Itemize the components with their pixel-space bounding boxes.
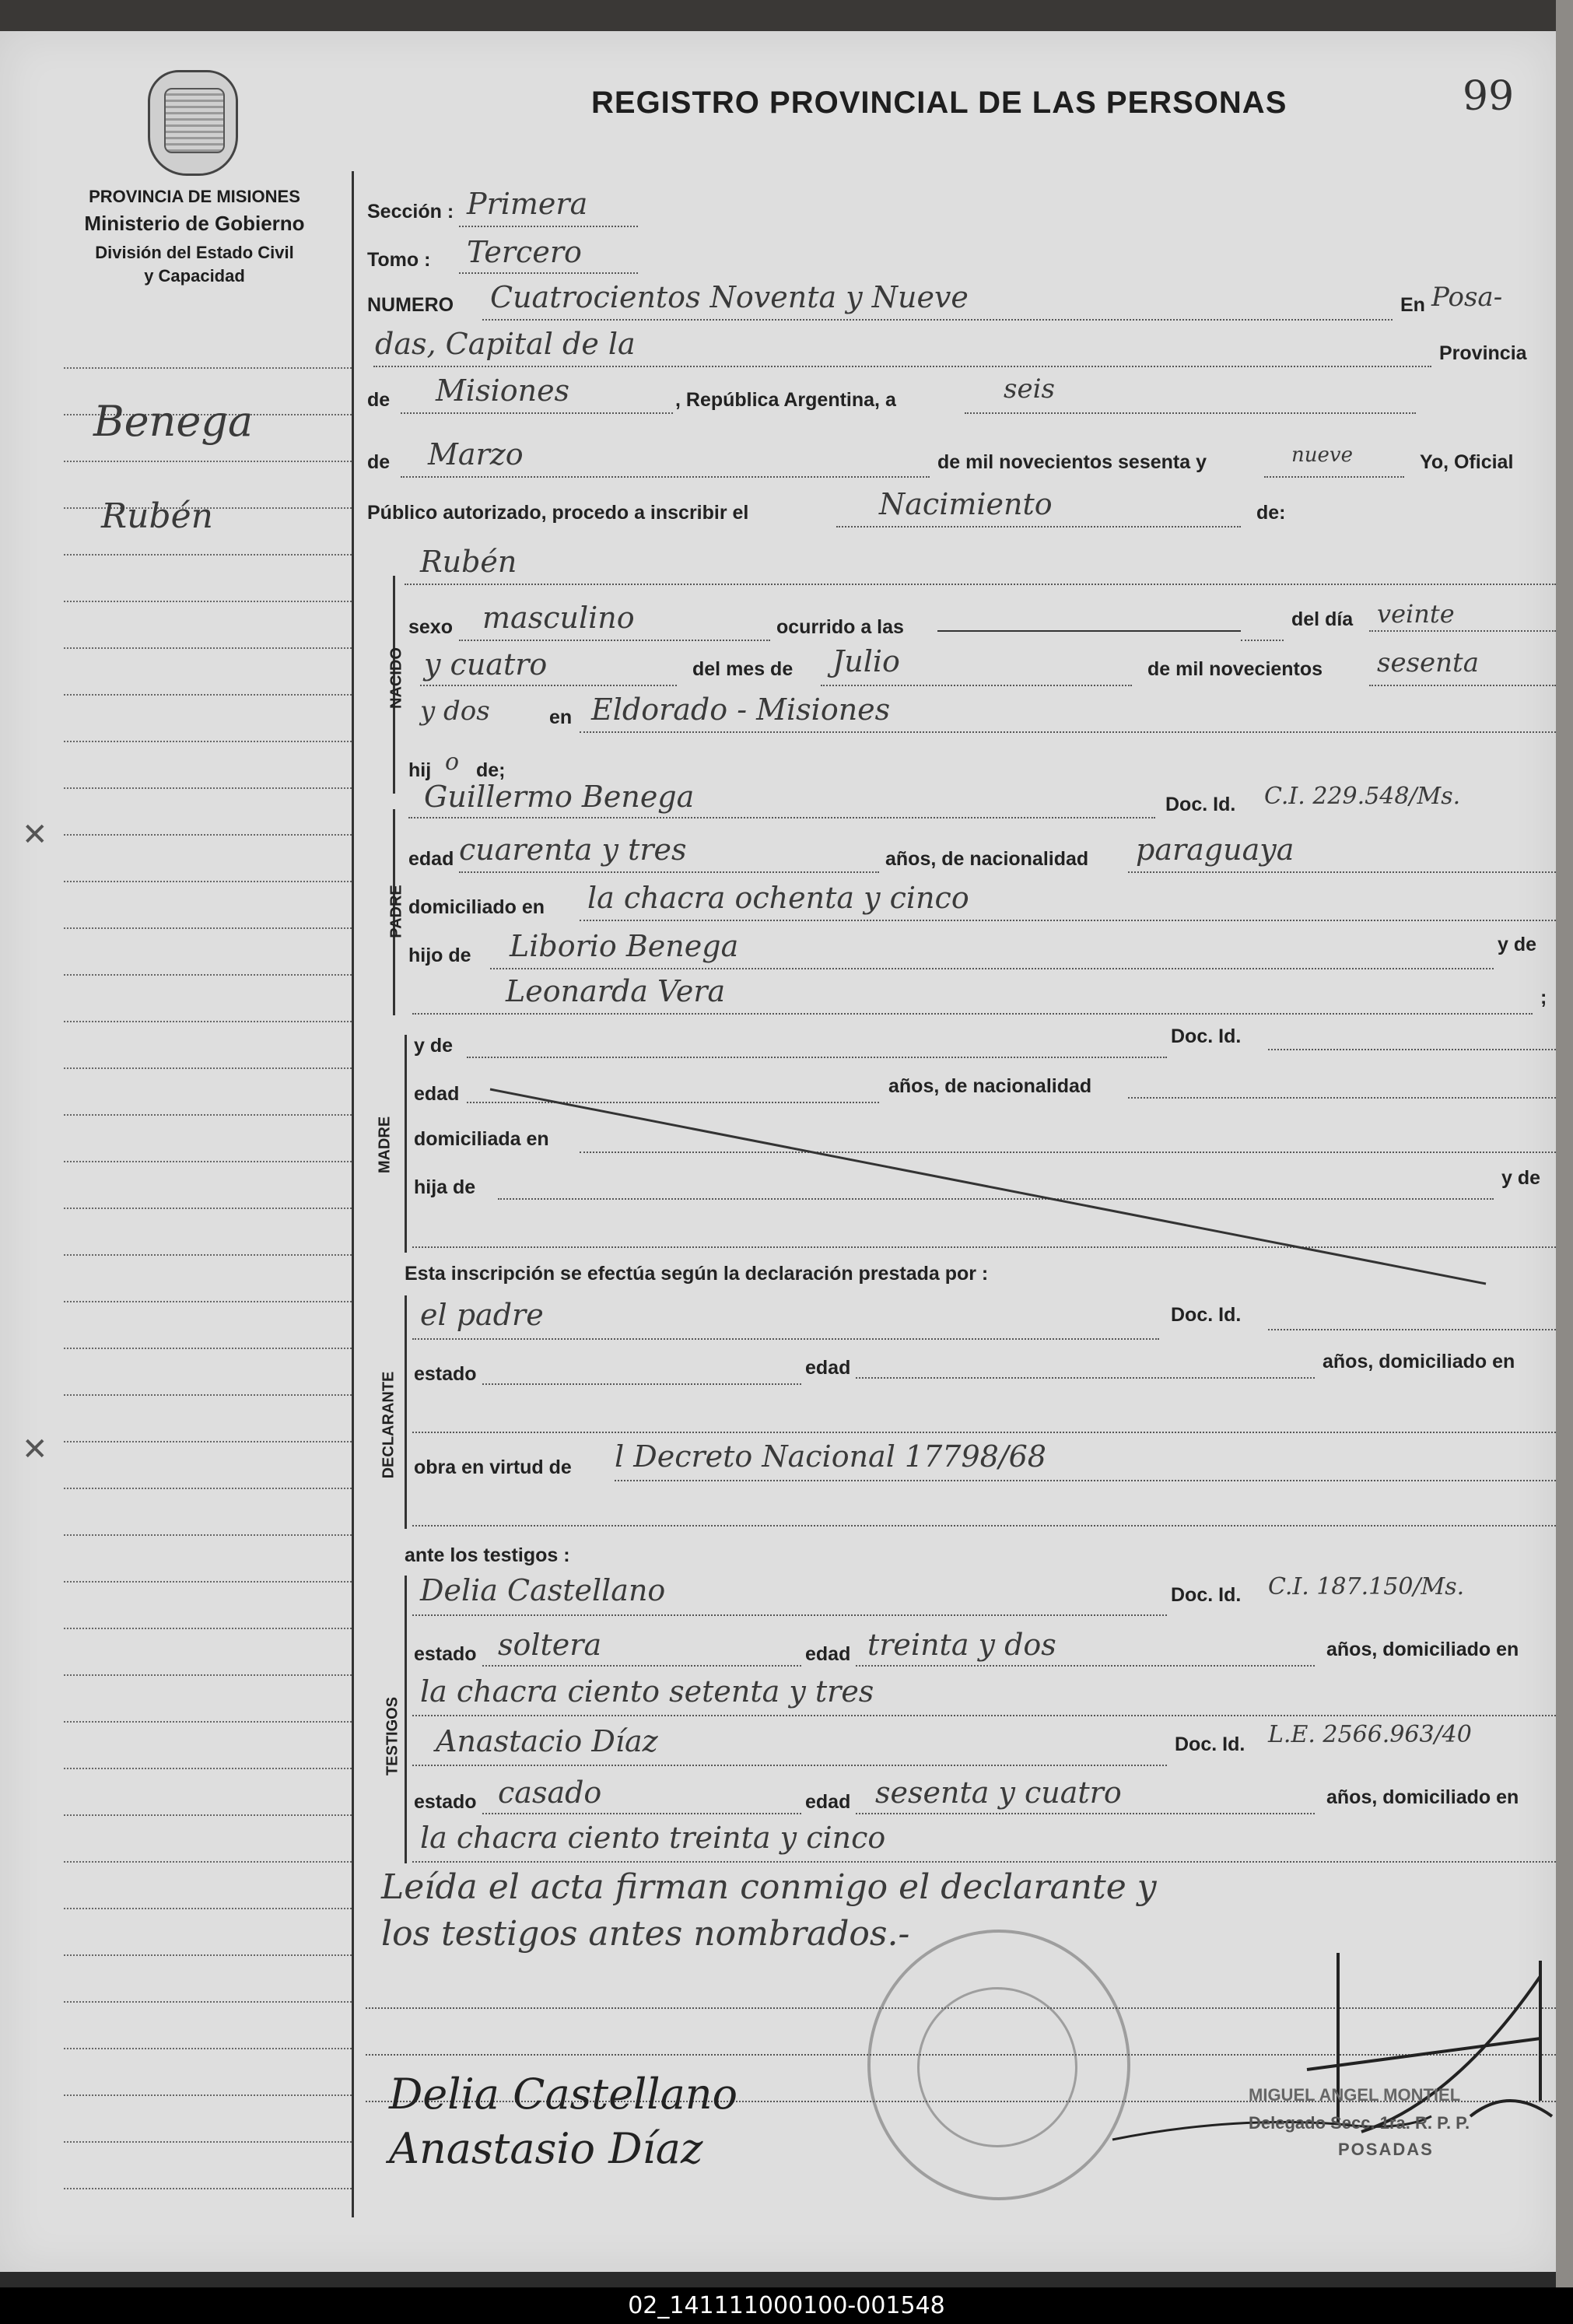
testigo1-estado-label: estado (414, 1643, 477, 1665)
provincia-value: Misiones (436, 373, 570, 408)
hora-line (937, 630, 1241, 632)
tomo-value: Tercero (467, 235, 582, 269)
witness1-signature: Delia Castellano (389, 2070, 738, 2119)
abuelo-line (490, 968, 1494, 969)
padre-nac-label: años, de nacionalidad (885, 848, 1089, 870)
padre-nac-value: paraguaya (1136, 833, 1294, 867)
top-strip (0, 0, 1573, 31)
testigo2-edad-value: sesenta y cuatro (875, 1775, 1122, 1810)
nombre-value: Rubén (420, 545, 517, 579)
en-label: En (1400, 294, 1425, 316)
abuela-line (412, 1013, 1533, 1015)
declarante-line (412, 1338, 1159, 1340)
hija-de-label: hija de (414, 1176, 476, 1198)
dia-value-b: y cuatro (424, 647, 548, 682)
de-label: de (367, 389, 391, 411)
anio-inscripcion-line (1264, 476, 1404, 478)
seccion-line (459, 226, 638, 227)
del-dia-label: del día (1291, 608, 1354, 630)
testigo1-domicilio-line (412, 1715, 1556, 1716)
declarante-doc-line (1268, 1329, 1556, 1330)
decreto-blank-line (412, 1525, 1556, 1527)
dia-b-line (420, 685, 677, 686)
testigo1-estado-line (482, 1665, 801, 1667)
official-role: Delegado Secc. 1ra. R. P. P. (1249, 2113, 1470, 2133)
testigo2-edad-label: edad (805, 1791, 851, 1813)
tipo-value: Nacimiento (879, 487, 1053, 521)
de-mil-nov-label: de mil novecientos (1147, 658, 1323, 680)
testigo2-domicilio-value: la chacra ciento treinta y cinco (420, 1821, 886, 1855)
padre-domicilio-label: domiciliado en (408, 896, 545, 918)
anio-value-b: y dos (420, 696, 490, 727)
declarante-edad-line (856, 1377, 1315, 1379)
official-signature-icon (1105, 1930, 1556, 2186)
testigos-bracket (405, 1576, 407, 1863)
madre-domicilio-label: domiciliada en (414, 1128, 549, 1150)
anio-line (1369, 685, 1556, 686)
anio-value-a: sesenta (1377, 647, 1479, 678)
padre-domicilio-line (580, 920, 1556, 921)
madre-section-label: MADRE (376, 1116, 394, 1174)
testigo2-doc-value: L.E. 2566.963/40 (1268, 1721, 1472, 1748)
de-mil-label: de mil novecientos sesenta y (937, 451, 1207, 473)
numero-value: Cuatrocientos Noventa y Nueve (490, 280, 969, 314)
madre-doc-label: Doc. Id. (1171, 1025, 1242, 1047)
padre-edad-label: edad (408, 848, 454, 870)
margin-surname: Benega (93, 397, 254, 446)
testigos-section-label: TESTIGOS (384, 1696, 401, 1776)
page-title: REGISTRO PROVINCIAL DE LAS PERSONAS (591, 86, 1287, 120)
hij-label: hij (408, 759, 432, 781)
padre-nombre-line (408, 817, 1155, 818)
abuelo-value: Liborio Benega (510, 929, 739, 963)
testigo2-estado-value: casado (498, 1775, 602, 1810)
dia-value-a: veinte (1377, 599, 1455, 629)
numero-label: NUMERO (367, 294, 454, 316)
abuela-value: Leonarda Vera (506, 974, 726, 1008)
madre-doc-line (1268, 1049, 1556, 1050)
padre-doc-label: Doc. Id. (1165, 794, 1236, 815)
binding-hole-icon: ✕ (22, 818, 48, 852)
closing-text-2: los testigos antes nombrados.- (381, 1914, 910, 1954)
y-de-madre-label: y de (414, 1035, 454, 1057)
testigo2-estado-line (482, 1813, 801, 1814)
testigo2-dom-label: años, domiciliado en (1326, 1786, 1519, 1808)
decreto-line (615, 1480, 1556, 1481)
padre-doc-value: C.I. 229.548/Ms. (1264, 783, 1461, 810)
declarante-value: el padre (420, 1298, 544, 1332)
dia-line (1369, 630, 1556, 632)
del-mes-label: del mes de (692, 658, 794, 680)
declarante-estado-line (482, 1383, 801, 1385)
numero-line (482, 319, 1393, 321)
madre-edad-label: edad (414, 1083, 460, 1105)
hijo-de-label: hijo de (408, 945, 471, 966)
witness2-signature: Anastasio Díaz (389, 2124, 703, 2173)
mes-line (821, 685, 1132, 686)
province-label: PROVINCIA DE MISIONES (89, 187, 300, 206)
seccion-label: Sección : (367, 201, 454, 223)
official-city: POSADAS (1338, 2140, 1434, 2159)
yo-oficial-label: Yo, Oficial (1420, 451, 1514, 473)
seccion-value: Primera (467, 187, 588, 221)
register-page (0, 31, 1556, 2272)
testigo2-line (412, 1765, 1167, 1766)
city-value-b: das, Capital de la (375, 327, 636, 361)
testigo1-edad-value: treinta y dos (867, 1628, 1056, 1662)
declarante-edad-label: edad (805, 1357, 851, 1379)
mes-value: Julio (832, 644, 900, 678)
testigo2-doc-label: Doc. Id. (1175, 1733, 1245, 1755)
declarante-domicilio-line (412, 1432, 1556, 1433)
provincial-crest-icon (148, 70, 238, 176)
padre-domicilio-value: la chacra ochenta y cinco (587, 881, 969, 915)
declarante-estado-label: estado (414, 1363, 477, 1385)
testigo1-doc-value: C.I. 187.150/Ms. (1268, 1573, 1465, 1600)
en-lugar-label: en (549, 706, 573, 728)
sexo-line (459, 640, 770, 641)
madre-nombre-line (467, 1057, 1167, 1058)
mes-inscripcion-line (401, 476, 930, 478)
margin-divider (352, 171, 354, 2217)
testigo1-edad-line (856, 1665, 1315, 1667)
padre-nac-line (1128, 871, 1556, 873)
decreto-value: l Decreto Nacional 17798/68 (615, 1439, 1046, 1474)
de-semicolon-label: de; (476, 759, 506, 781)
testigo1-estado-value: soltera (498, 1628, 602, 1662)
nacido-section-label: NACIDO (387, 647, 405, 709)
ocurrido-label: ocurrido a las (776, 616, 904, 638)
y-de-madre-label-2: y de (1501, 1167, 1541, 1189)
declarante-dom-label: años, domiciliado en (1323, 1351, 1515, 1372)
page-number: 99 (1463, 73, 1515, 120)
testigo2-value: Anastacio Díaz (436, 1724, 658, 1758)
testigo1-doc-label: Doc. Id. (1171, 1584, 1242, 1606)
declarante-bracket (405, 1295, 407, 1529)
inscripcion-label: Esta inscripción se efectúa según la declaración prestada por : (405, 1263, 989, 1285)
tipo-line (836, 526, 1241, 528)
provincia-label: Provincia (1439, 342, 1527, 364)
declarante-section-label: DECLARANTE (380, 1371, 398, 1479)
semicolon-label: ; (1540, 987, 1547, 1008)
ante-label: ante los testigos : (405, 1544, 570, 1566)
official-name: MIGUEL ANGEL MONTIEL (1249, 2085, 1461, 2105)
publico-label: Público autorizado, procedo a inscribir el (367, 502, 749, 524)
obra-label: obra en virtud de (414, 1456, 572, 1478)
testigo2-domicilio-line (412, 1861, 1556, 1863)
lugar-value: Eldorado - Misiones (591, 692, 891, 727)
testigo2-edad-line (856, 1813, 1315, 1814)
division-label-2: y Capacidad (144, 266, 245, 286)
madre-bracket (405, 1035, 407, 1253)
lugar-line (580, 731, 1556, 733)
mes-inscripcion-value: Marzo (428, 437, 524, 471)
hij-suffix-value: o (445, 748, 460, 776)
tomo-label: Tomo : (367, 249, 431, 271)
binding-hole-icon: ✕ (22, 1432, 48, 1467)
official-stamp-icon (867, 1930, 1130, 2200)
image-caption: 02_141111000100-001548 (0, 2287, 1573, 2324)
padre-section-label: PADRE (387, 885, 405, 938)
declarante-doc-label: Doc. Id. (1171, 1304, 1242, 1326)
dia-inscripcion-line (965, 412, 1416, 414)
dia-inscripcion-value: seis (1004, 373, 1055, 405)
y-de-label: y de (1498, 934, 1537, 955)
testigo1-domicilio-value: la chacra ciento setenta y tres (420, 1674, 874, 1709)
sexo-value: masculino (482, 601, 635, 635)
testigo2-estado-label: estado (414, 1791, 477, 1813)
nombre-line (405, 584, 1556, 585)
padre-edad-line (459, 871, 879, 873)
republica-label: , República Argentina, a (675, 389, 896, 411)
testigo1-edad-label: edad (805, 1643, 851, 1665)
city-line (373, 366, 1431, 367)
de-colon-label: de: (1256, 502, 1286, 524)
division-label: División del Estado Civil (95, 243, 294, 262)
sexo-label: sexo (408, 616, 453, 638)
closing-text-1: Leída el acta firman conmigo el declarante y (381, 1867, 1157, 1907)
de-label-2: de (367, 451, 391, 473)
testigo1-value: Delia Castellano (420, 1573, 666, 1607)
city-value-a: Posa- (1431, 282, 1503, 313)
madre-nac-label: años, de nacionalidad (888, 1075, 1092, 1097)
tomo-line (459, 272, 638, 274)
anio-inscripcion-value: nueve (1291, 443, 1353, 467)
ministry-label: Ministerio de Gobierno (84, 212, 305, 235)
testigo1-line (412, 1614, 1167, 1616)
hora-dots (1241, 640, 1284, 641)
margin-name: Rubén (101, 496, 214, 536)
testigo1-dom-label: años, domiciliado en (1326, 1639, 1519, 1660)
provincia-line (401, 412, 673, 414)
padre-edad-value: cuarenta y tres (459, 833, 687, 867)
page-edge (1556, 0, 1573, 2287)
padre-nombre-value: Guillermo Benega (424, 780, 695, 814)
